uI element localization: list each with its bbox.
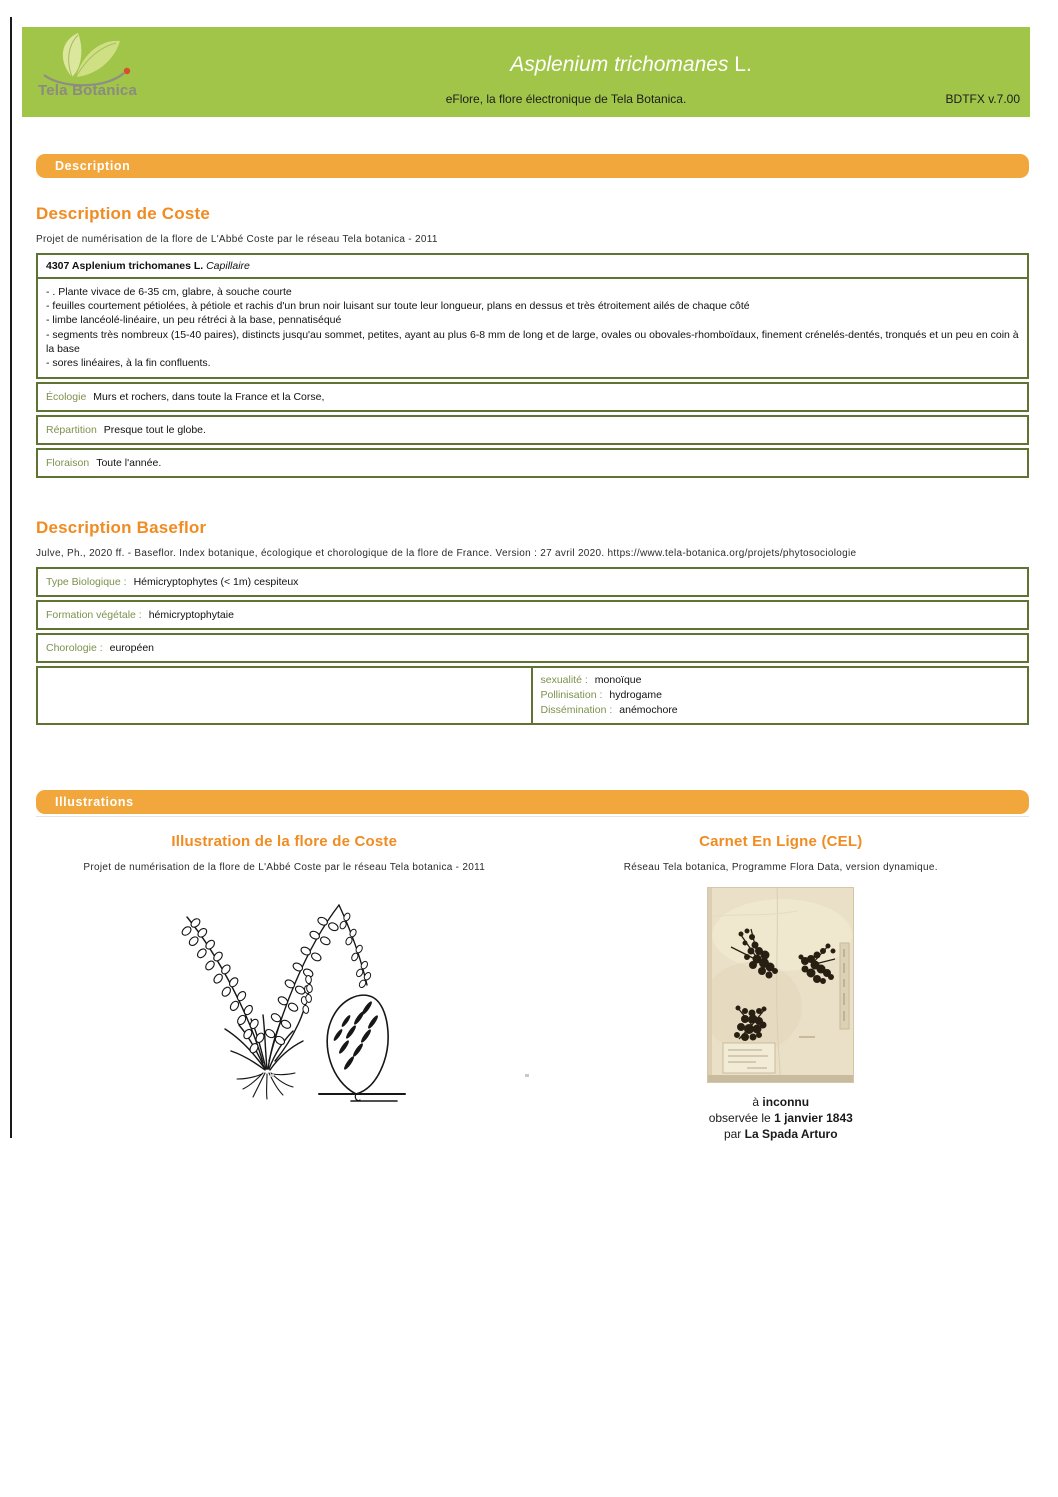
cel-herbarium-photo[interactable] <box>707 887 854 1083</box>
page-title <box>232 53 1030 77</box>
section-bar-label: Illustrations <box>55 795 134 810</box>
section-bar-illustrations <box>36 790 1029 814</box>
observation-date: 1 janvier 1843 <box>774 1111 853 1126</box>
attr-value: anémochore <box>619 704 678 717</box>
reproduction-empty-cell <box>38 668 533 723</box>
coste-fern-drawing[interactable] <box>159 887 409 1105</box>
attr-value: monoïque <box>594 674 642 687</box>
reproduction-row <box>36 666 1029 725</box>
cel-column <box>533 833 1030 1142</box>
attr-value: Presque tout le globe. <box>103 424 206 437</box>
cel-heading: Carnet En Ligne (CEL) <box>699 833 863 851</box>
caption-prefix: à <box>752 1095 760 1110</box>
coste-heading: Description de Coste <box>36 204 211 223</box>
attr-label: Formation végétale : <box>46 609 142 622</box>
header-banner <box>22 27 1030 117</box>
coste-illustration-column <box>36 833 533 1142</box>
dissemination-line <box>541 703 1020 718</box>
observation-date-line <box>533 1110 1030 1126</box>
pollination-line <box>541 688 1020 703</box>
coste-illustration-source: Projet de numérisation de la flore de L'Abbé Coste par le réseau Tela botanica - 2011 <box>83 862 486 874</box>
observation-caption <box>533 1094 1030 1142</box>
attr-label: Écologie <box>46 391 87 404</box>
taxon-header-row <box>38 255 1027 279</box>
chorology-row <box>36 633 1029 663</box>
attr-label: Chorologie : <box>46 642 103 655</box>
attr-label: sexualité : <box>540 674 588 687</box>
page-left-rule <box>10 17 12 1138</box>
logo-text: Tela Botanica <box>38 82 138 99</box>
coste-illustration-heading: Illustration de la flore de Coste <box>171 833 398 851</box>
distribution-row <box>36 415 1029 445</box>
observation-author-line <box>533 1126 1030 1142</box>
taxon-description-body <box>38 279 1027 377</box>
attr-label: Répartition <box>46 424 97 437</box>
version-badge: BDTFX v.7.00 <box>945 92 1020 106</box>
scan-artifact <box>525 1074 529 1077</box>
observation-author: La Spada Arturo <box>744 1127 838 1142</box>
taxon-name: Asplenium trichomanes <box>510 53 729 76</box>
taxon-number-name: 4307 Asplenium trichomanes L. <box>46 260 204 272</box>
section-bar-description <box>36 154 1029 178</box>
divider <box>36 816 1029 817</box>
description-line: - segments très nombreux (15-40 paires), distincts jusqu'au sommet, petites, ayant au plus 6-8 mm de long et de large, ovales ou obovales-rhomboïdaux, finement crénelés-dentés, tronqués et un peu en coin à la base <box>46 328 1019 355</box>
scan-artifact <box>270 1074 274 1077</box>
observation-location-line <box>533 1094 1030 1110</box>
description-line: - . Plante vivace de 6-35 cm, glabre, à souche courte <box>46 286 292 298</box>
attr-label: Dissémination : <box>540 704 613 717</box>
attr-value: hémicryptophytaie <box>148 609 234 622</box>
taxon-author: L. <box>728 53 752 76</box>
caption-prefix: par <box>723 1127 742 1142</box>
biological-type-row <box>36 567 1029 597</box>
description-line: - sores linéaires, à la fin confluents. <box>46 357 211 370</box>
tela-botanica-logo[interactable] <box>32 31 232 99</box>
baseflor-heading: Description Baseflor <box>36 518 207 538</box>
caption-prefix: observée le <box>708 1111 771 1126</box>
section-bar-label: Description <box>55 159 131 173</box>
flowering-row <box>36 448 1029 478</box>
coste-description-table <box>36 253 1029 379</box>
attr-value: Murs et rochers, dans toute la France et la Corse, <box>93 391 325 404</box>
attr-value: Hémicryptophytes (< 1m) cespiteux <box>133 576 299 589</box>
vegetation-formation-row <box>36 600 1029 630</box>
attr-value: européen <box>109 642 154 655</box>
attr-value: Toute l'année. <box>96 457 162 470</box>
attr-label: Floraison <box>46 457 90 470</box>
banner-subtitle: eFlore, la flore électronique de Tela Botanica. <box>445 92 687 106</box>
attr-label: Type Biologique : <box>46 576 127 589</box>
baseflor-source-line: Julve, Ph., 2020 ff. - Baseflor. Index botanique, écologique et chorologique de la flore de France. Version : 27 avril 2020. https://www.tela-botanica.org/projets/phytosociologie <box>36 548 857 560</box>
taxon-common-name: Capillaire <box>206 260 250 272</box>
description-line: - limbe lancéolé-linéaire, un peu rétréci à la base, pennatiséqué <box>46 314 342 327</box>
coste-source-line: Projet de numérisation de la flore de L'Abbé Coste par le réseau Tela botanica - 2011 <box>36 234 438 245</box>
description-line: - feuilles courtement pétiolées, à pétiole et rachis d'un brun noir luisant sur toute leur longueur, plans en dessus et très étroitement ailés de chaque côté <box>46 300 750 313</box>
attr-value: hydrogame <box>609 689 662 702</box>
cel-source: Réseau Tela botanica, Programme Flora Data, version dynamique. <box>623 862 938 874</box>
sexuality-line <box>541 673 1020 688</box>
reproduction-values-cell <box>533 668 1028 723</box>
observation-location: inconnu <box>762 1095 810 1110</box>
ecology-row <box>36 382 1029 412</box>
attr-label: Pollinisation : <box>540 689 603 702</box>
